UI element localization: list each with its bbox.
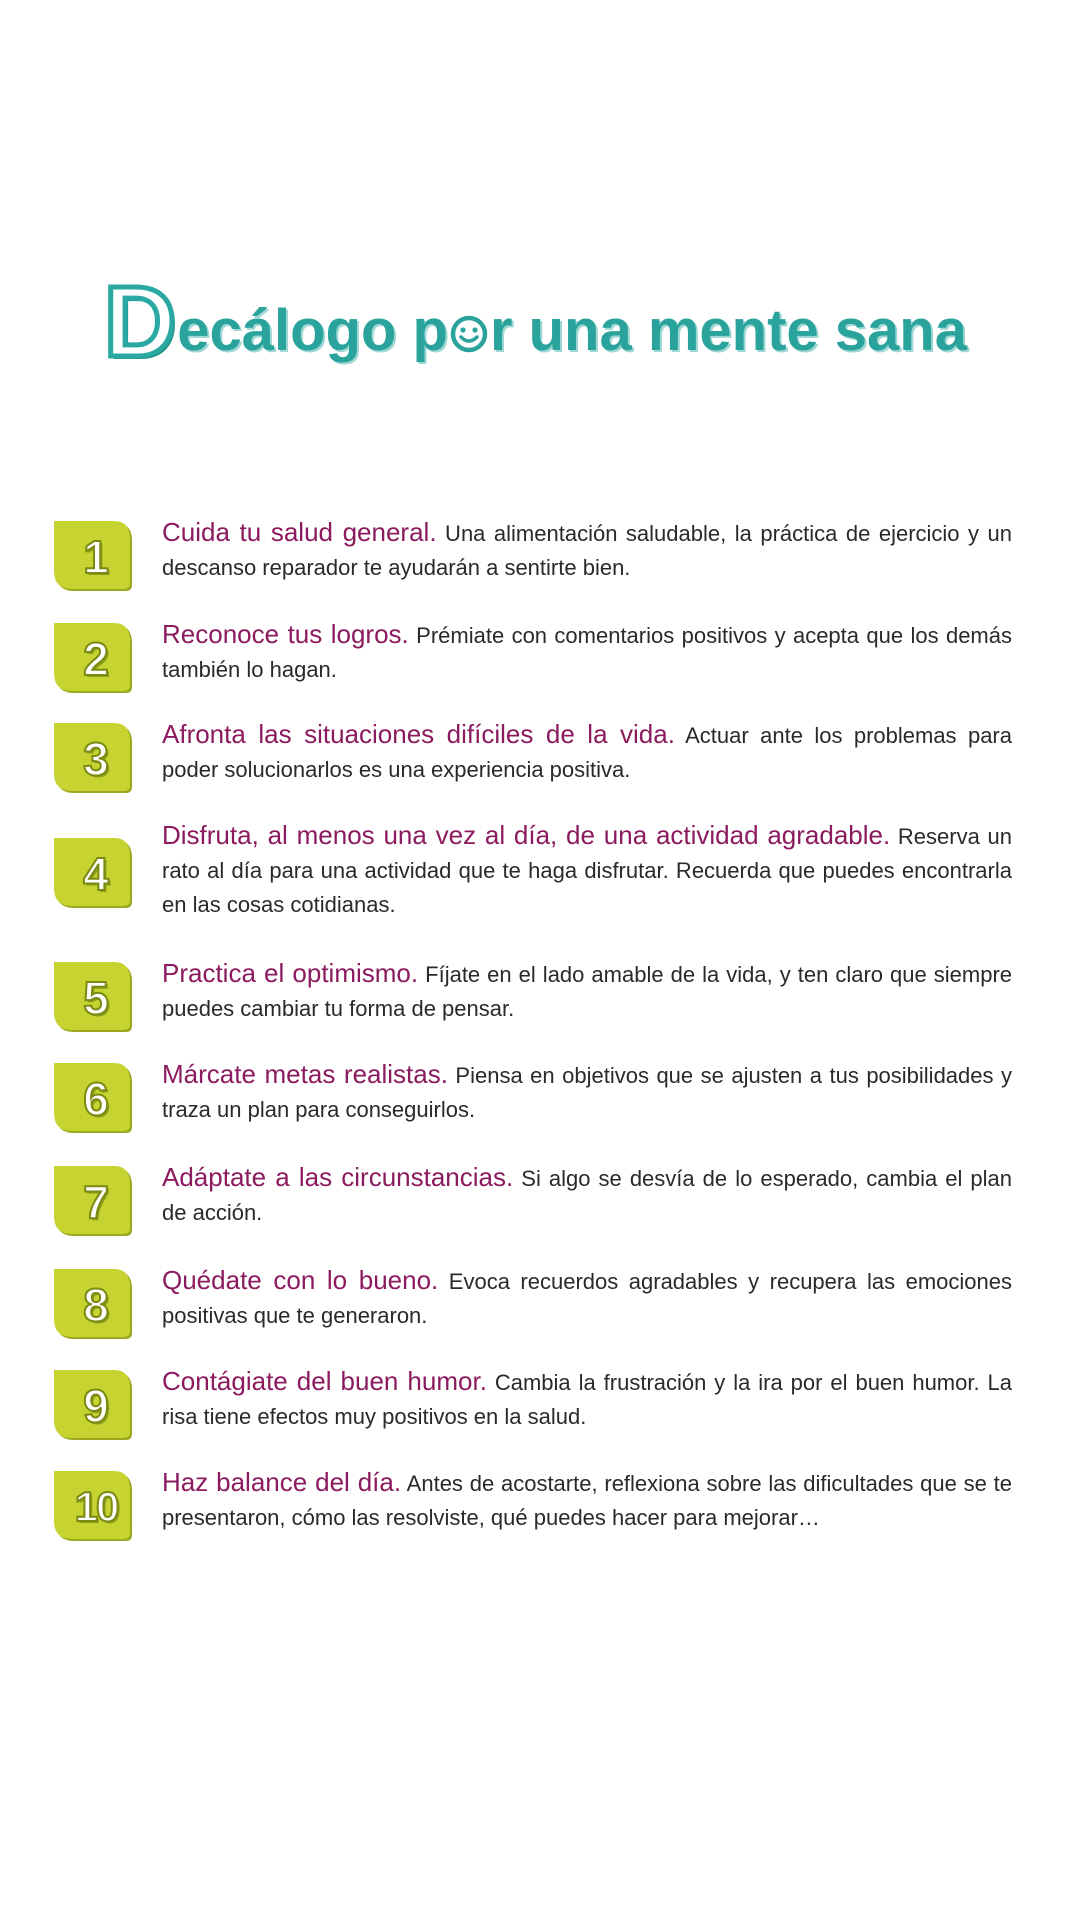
number-badge — [50, 1469, 134, 1543]
item-lead: Quédate con lo bueno. — [162, 1265, 439, 1295]
item-lead: Reconoce tus logros. — [162, 619, 409, 649]
number-badge — [50, 960, 134, 1034]
number-badge — [50, 721, 134, 795]
item-lead: Cuida tu salud general. — [162, 517, 437, 547]
badge-number: 3 — [83, 733, 109, 785]
item-lead: Afronta las situaciones difíciles de la vida. — [162, 719, 675, 749]
number-badge — [50, 1368, 134, 1442]
badge-number: 5 — [83, 972, 109, 1024]
item-lead: Haz balance del día. — [162, 1467, 402, 1497]
item-body: Una alimentación saludable, la práctica de ejercicio y un descanso reparador te ayudarán a sentirte bien. — [162, 521, 1012, 580]
item-body: Actuar ante los problemas para poder solucionarlos es una experiencia positiva. — [162, 723, 1012, 782]
item-text — [162, 818, 1012, 922]
item-text — [162, 1263, 1012, 1333]
badge-number: 2 — [83, 633, 109, 685]
item-body: Reserva un rato al día para una actividad que te haga disfrutar. Recuerda que puedes encontrarla en las cosas cotidianas. — [162, 824, 1012, 917]
item-body: Evoca recuerdos agradables y recupera las emociones positivas que te generaron. — [162, 1269, 1012, 1328]
item-lead: Disfruta, al menos una vez al día, de una actividad agradable. — [162, 820, 891, 850]
badge-number: 6 — [83, 1073, 109, 1125]
page-title — [104, 262, 967, 378]
title-initial: D — [104, 266, 178, 378]
badge-number: 7 — [83, 1176, 109, 1228]
item-text — [162, 617, 1012, 687]
title-text-start: ecálogo p — [177, 298, 448, 363]
item-lead: Adáptate a las circunstancias. — [162, 1162, 514, 1192]
item-text — [162, 717, 1012, 787]
item-body: Prémiate con comentarios positivos y acepta que los demás también lo hagan. — [162, 623, 1012, 682]
badge-number: 4 — [83, 848, 109, 900]
badge-number: 9 — [83, 1380, 109, 1432]
item-lead: Márcate metas realistas. — [162, 1059, 448, 1089]
item-lead: Practica el optimismo. — [162, 958, 419, 988]
item-lead: Contágiate del buen humor. — [162, 1366, 487, 1396]
title-text-end: r una mente sana — [489, 298, 967, 363]
item-text — [162, 1465, 1012, 1535]
badge-number: 1 — [83, 531, 109, 583]
number-badge — [50, 621, 134, 695]
item-text — [162, 1057, 1012, 1127]
item-body: Cambia la frustración y la ira por el buen humor. La risa tiene efectos muy positivos en la salud. — [162, 1370, 1012, 1429]
number-badge — [50, 836, 134, 910]
item-text — [162, 1364, 1012, 1434]
item-body: Antes de acostarte, reflexiona sobre las dificultades que se te presentaron, cómo las resolviste, qué puedes hacer para mejorar… — [162, 1471, 1013, 1530]
item-body: Fíjate en el lado amable de la vida, y ten claro que siempre puedes cambiar tu forma de pensar. — [162, 962, 1013, 1021]
number-badge — [50, 1061, 134, 1135]
smiley-icon — [449, 306, 489, 364]
number-badge — [50, 1164, 134, 1238]
item-text — [162, 515, 1012, 585]
number-badge — [50, 519, 134, 593]
title-text — [177, 298, 967, 372]
number-badge — [50, 1267, 134, 1341]
badge-number: 10 — [74, 1483, 118, 1530]
badge-number: 8 — [83, 1279, 109, 1331]
item-text — [162, 1160, 1012, 1230]
item-body: Si algo se desvía de lo esperado, cambia el plan de acción. — [162, 1166, 1012, 1225]
item-text — [162, 956, 1012, 1026]
item-body: Piensa en objetivos que se ajusten a tus posibilidades y traza un plan para conseguirlos. — [162, 1063, 1012, 1122]
